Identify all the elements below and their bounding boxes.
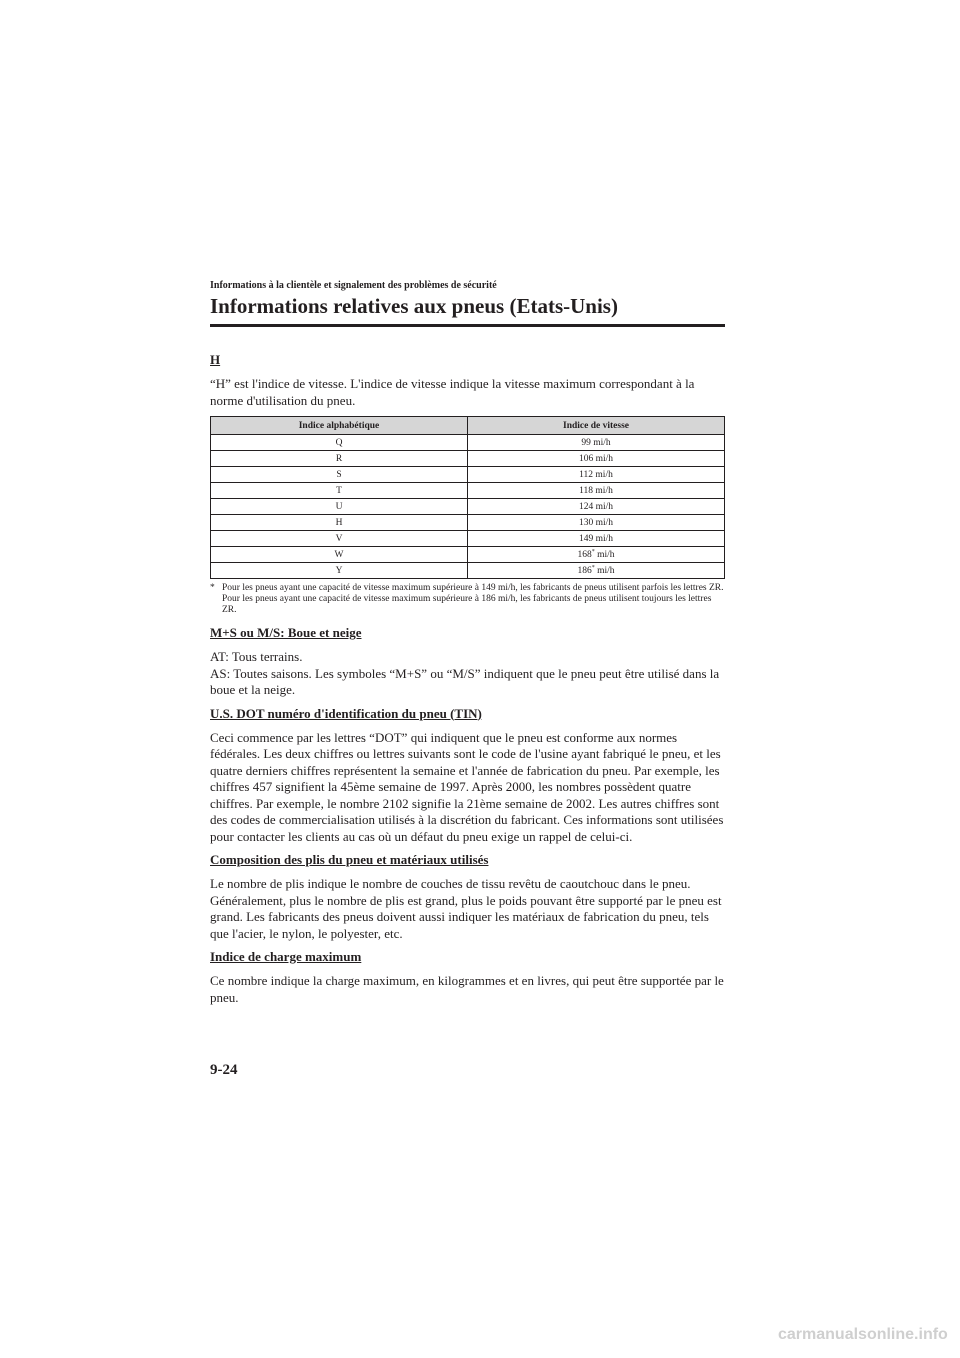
speed-index-table: [210, 416, 725, 579]
cell-letter: Q: [211, 435, 468, 451]
dot-heading: U.S. DOT numéro d'identification du pneu (TIN): [210, 705, 482, 721]
cell-letter: V: [211, 531, 468, 547]
cell-letter: W: [211, 547, 468, 563]
cell-speed: 118 mi/h: [468, 483, 725, 499]
cell-letter: S: [211, 467, 468, 483]
table-header-row: [211, 417, 725, 435]
table-row: [211, 499, 725, 515]
cell-speed: 130 mi/h: [468, 515, 725, 531]
h-text: “H” est l'indice de vitesse. L'indice de vitesse indique la vitesse maximum correspondant à la norme d'utilisation du pneu.: [210, 376, 695, 408]
page-number: 9-24: [210, 1062, 238, 1078]
cell-letter: R: [211, 451, 468, 467]
cell-letter: Y: [211, 563, 468, 579]
cell-speed: 99 mi/h: [468, 435, 725, 451]
ply-text: Le nombre de plis indique le nombre de couches de tissu revêtu de caoutchouc dans le pneu. Généralement, plus le nombre de plis est grand, plus le poids pouvant être supporté par le pneu est grand. Les fabricants des pneus doivent aussi indiquer les matériaux de fabrication du pneu, tels que l'acier, le nylon, le polyester, etc.: [210, 876, 722, 941]
h-heading: H: [210, 352, 221, 367]
footnote-mark: *: [210, 583, 215, 593]
footnote-text: Pour les pneus ayant une capacité de vitesse maximum supérieure à 149 mi/h, les fabricants de pneus utilisent parfois les lettres ZR. Pour les pneus ayant une capacité de vitesse maximum supérieure à 186 mi/h, les fabricants de pneus utilisent toujours les lettres ZR.: [222, 583, 724, 615]
table-row: [211, 563, 725, 579]
speed-unit: mi/h: [594, 565, 615, 576]
ply-heading: Composition des plis du pneu et matériaux utilisés: [210, 852, 489, 867]
cell-speed: [468, 563, 725, 579]
speed-value: 186: [577, 565, 592, 576]
watermark: carmanualsonline.info: [778, 1326, 948, 1343]
cell-letter: U: [211, 499, 468, 515]
load-text: Ce nombre indique la charge maximum, en kilogrammes et en livres, qui peut être supportée par le pneu.: [210, 973, 724, 1005]
speed-value: 168: [577, 549, 592, 560]
table-row: [211, 547, 725, 563]
table-row: [211, 435, 725, 451]
speed-unit: mi/h: [594, 549, 615, 560]
cell-letter: H: [211, 515, 468, 531]
table-row: [211, 467, 725, 483]
page-title: Informations relatives aux pneus (Etats-Unis): [210, 294, 618, 318]
ms-text: [210, 649, 725, 699]
footnote-marker: *: [591, 564, 595, 571]
table-row: [211, 483, 725, 499]
cell-speed: 149 mi/h: [468, 531, 725, 547]
footnote-marker: *: [591, 548, 595, 555]
content: [210, 352, 725, 1013]
cell-speed: 112 mi/h: [468, 467, 725, 483]
cell-letter: T: [211, 483, 468, 499]
ms-heading: M+S ou M/S: Boue et neige: [210, 625, 362, 640]
section-header: Informations à la clientèle et signalement des problèmes de sécurité: [210, 280, 497, 291]
table-row: [211, 515, 725, 531]
table-footnote: [210, 583, 725, 616]
table-row: [211, 531, 725, 547]
cell-speed: 106 mi/h: [468, 451, 725, 467]
dot-text: Ceci commence par les lettres “DOT” qui indiquent que le pneu est conforme aux normes fédérales. Les deux chiffres ou lettres suivants sont le code de l'usine ayant fabriqué le pneu, et les quatre derniers chiffres représentent la semaine et l'année de fabrication du pneu. Par exemple, les chiffres 457 signifient la 45ème semaine de 1997. Après 2000, les nombres possèdent quatre chiffres. Par exemple, le nombre 2102 signifie la 21ème semaine de 2002. Les autres chiffres sont des codes de commercialisation utilisés à la discrétion du fabricant. Ces informations sont utilisées pour contacter les clients au cas où un défaut du pneu exige un rappel de celui-ci.: [210, 729, 724, 844]
ms-line-2: AS: Toutes saisons. Les symboles “M+S” ou “M/S” indiquent que le pneu peut être utilisé dans la boue et la neige.: [210, 665, 720, 697]
ms-line-1: AT: Tous terrains.: [210, 649, 303, 664]
title-rule: [210, 324, 725, 327]
col-header-letter: Indice alphabétique: [211, 417, 468, 435]
col-header-speed: Indice de vitesse: [468, 417, 725, 435]
cell-speed: [468, 547, 725, 563]
load-heading: Indice de charge maximum: [210, 949, 362, 964]
cell-speed: 124 mi/h: [468, 499, 725, 515]
table-row: [211, 451, 725, 467]
